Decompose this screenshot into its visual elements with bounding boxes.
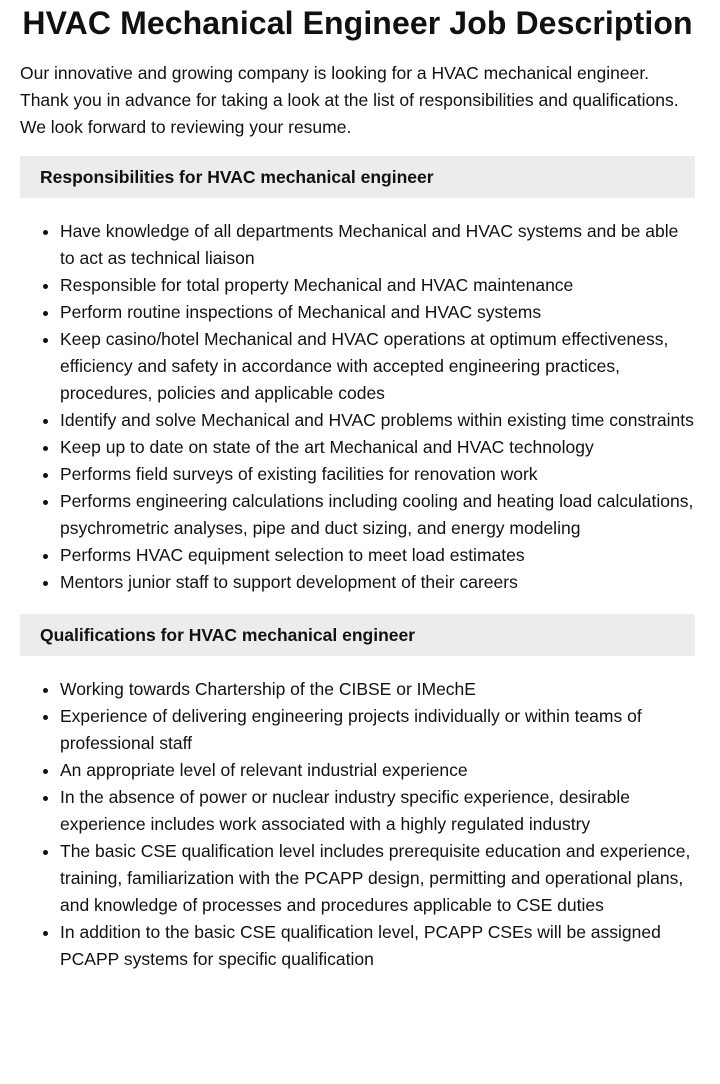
page-title: HVAC Mechanical Engineer Job Description bbox=[22, 5, 693, 41]
qualifications-heading: Qualifications for HVAC mechanical engineer bbox=[20, 614, 695, 656]
list-item: • The basic CSE qualification level includes prerequisite education and experience, training, familiarization with the PCAPP design, permitting and operational plans, and knowledge of processes and procedures applicable to CSE duties bbox=[60, 838, 695, 919]
list-item: • Perform routine inspections of Mechanical and HVAC systems bbox=[60, 299, 695, 326]
list-item: • In the absence of power or nuclear industry specific experience, desirable experience includes work associated with a highly regulated industry bbox=[60, 784, 695, 838]
list-item: • Have knowledge of all departments Mechanical and HVAC systems and be able to act as technical liaison bbox=[60, 218, 695, 272]
list-item: • Keep casino/hotel Mechanical and HVAC operations at optimum effectiveness, efficiency and safety in accordance with accepted engineering practices, procedures, policies and applicable codes bbox=[60, 326, 695, 407]
list-item: • Keep up to date on state of the art Mechanical and HVAC technology bbox=[60, 434, 695, 461]
qualifications-list bbox=[20, 676, 695, 973]
list-item: • Performs engineering calculations including cooling and heating load calculations, psychrometric analyses, pipe and duct sizing, and energy modeling bbox=[60, 488, 695, 542]
list-item: • Responsible for total property Mechanical and HVAC maintenance bbox=[60, 272, 695, 299]
list-item: • Mentors junior staff to support development of their careers bbox=[60, 569, 695, 596]
list-item: • Performs HVAC equipment selection to meet load estimates bbox=[60, 542, 695, 569]
responsibilities-list bbox=[20, 218, 695, 596]
list-item: • Experience of delivering engineering projects individually or within teams of professional staff bbox=[60, 703, 695, 757]
list-item: • Working towards Chartership of the CIBSE or IMechE bbox=[60, 676, 695, 703]
list-item: • An appropriate level of relevant industrial experience bbox=[60, 757, 695, 784]
list-item: • In addition to the basic CSE qualification level, PCAPP CSEs will be assigned PCAPP systems for specific qualification bbox=[60, 919, 695, 973]
list-item: • Identify and solve Mechanical and HVAC problems within existing time constraints bbox=[60, 407, 695, 434]
responsibilities-heading: Responsibilities for HVAC mechanical engineer bbox=[20, 156, 695, 198]
list-item: • Performs field surveys of existing facilities for renovation work bbox=[60, 461, 695, 488]
intro-paragraph: Our innovative and growing company is looking for a HVAC mechanical engineer. Thank you in advance for taking a look at the list of responsibilities and qualifications. We look forward to reviewing your resume. bbox=[20, 63, 679, 137]
